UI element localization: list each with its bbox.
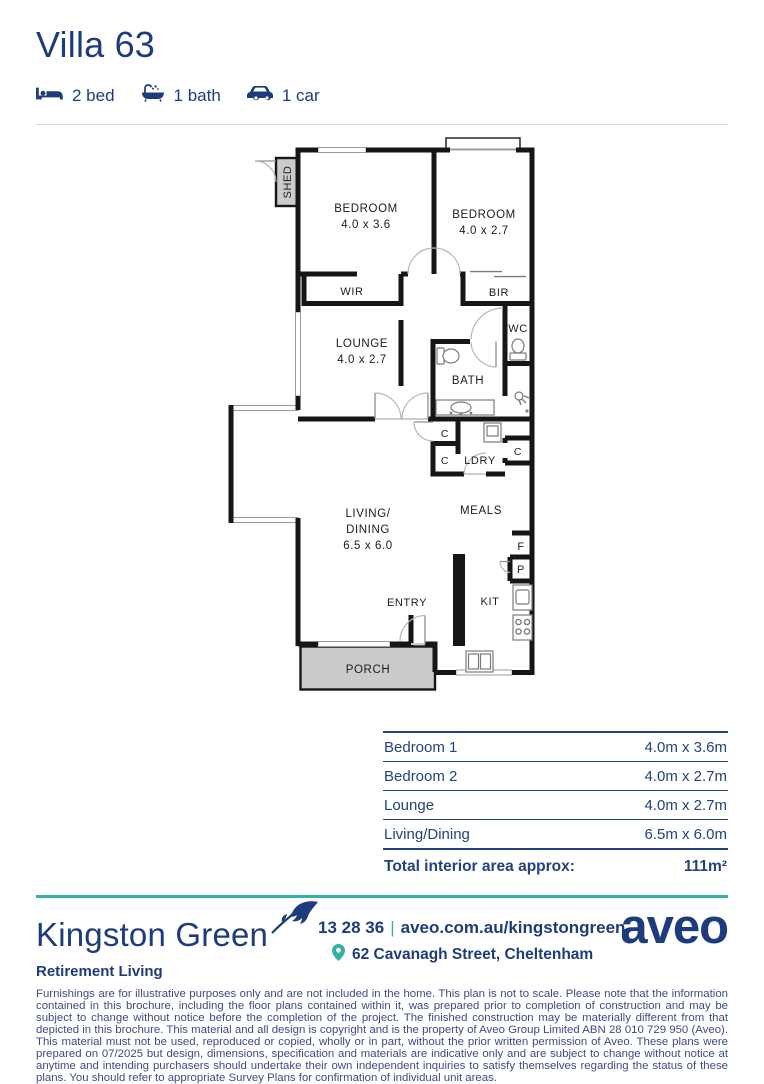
room-label-pantry: P bbox=[517, 564, 525, 576]
bed-icon bbox=[36, 85, 63, 107]
website: aveo.com.au/kingstongreen bbox=[400, 918, 626, 937]
feature-cars bbox=[247, 85, 320, 106]
room-size-table bbox=[383, 731, 728, 876]
page-title: Villa 63 bbox=[36, 24, 156, 65]
table-size: 6.5m x 6.0m bbox=[644, 826, 727, 843]
total-value: 111m² bbox=[683, 858, 727, 875]
table-row bbox=[383, 733, 728, 762]
contact-line1 bbox=[318, 918, 625, 938]
address: 62 Cavanagh Street, Cheltenham bbox=[352, 946, 594, 963]
room-size-bedroom1: 4.0 x 3.6 bbox=[341, 219, 391, 231]
room-label-cupboard-2: C bbox=[440, 455, 450, 467]
footer-divider bbox=[36, 895, 728, 898]
room-label-porch: PORCH bbox=[345, 664, 391, 676]
table-room: Living/Dining bbox=[384, 826, 470, 843]
room-label-bedroom2: BEDROOM bbox=[452, 209, 516, 221]
header-divider bbox=[36, 124, 728, 125]
room-label-meals: MEALS bbox=[460, 505, 502, 517]
leaf-icon bbox=[268, 900, 320, 939]
floorplan bbox=[218, 134, 558, 716]
feature-baths-label: 1 bath bbox=[173, 85, 221, 105]
table-size: 4.0m x 3.6m bbox=[644, 739, 727, 756]
header bbox=[36, 24, 728, 107]
feature-cars-label: 1 car bbox=[281, 85, 320, 105]
table-row bbox=[383, 791, 728, 820]
car-icon bbox=[247, 85, 273, 106]
feature-baths bbox=[141, 84, 221, 107]
room-size-living: 6.5 x 6.0 bbox=[343, 540, 393, 552]
table-room: Bedroom 1 bbox=[384, 739, 458, 756]
community-name: Kingston Green bbox=[36, 916, 269, 953]
table-room: Lounge bbox=[384, 797, 435, 814]
bath-icon bbox=[141, 84, 165, 107]
room-label-bedroom1: BEDROOM bbox=[334, 203, 398, 215]
table-row bbox=[383, 820, 728, 850]
room-label-laundry: LDRY bbox=[464, 455, 496, 467]
phone-number: 13 28 36 bbox=[318, 918, 385, 937]
room-label-bath: BATH bbox=[451, 375, 485, 387]
table-row bbox=[383, 762, 728, 791]
contact-line2 bbox=[318, 944, 625, 966]
room-label-wc: WC bbox=[508, 323, 528, 335]
total-label: Total interior area approx: bbox=[384, 858, 575, 875]
room-label-bir: BIR bbox=[488, 287, 510, 299]
table-total-row bbox=[383, 850, 728, 876]
room-size-bedroom2: 4.0 x 2.7 bbox=[459, 225, 509, 237]
feature-row bbox=[36, 84, 728, 107]
room-label-living-1: LIVING/ bbox=[345, 508, 391, 520]
room-label-entry: ENTRY bbox=[386, 597, 428, 609]
table-size: 4.0m x 2.7m bbox=[644, 768, 727, 785]
room-label-lounge: LOUNGE bbox=[335, 338, 389, 350]
aveo-logo: aveo bbox=[620, 900, 728, 954]
room-size-lounge: 4.0 x 2.7 bbox=[337, 354, 387, 366]
table-room: Bedroom 2 bbox=[384, 768, 458, 785]
contact-block bbox=[318, 918, 625, 966]
room-label-wir: WIR bbox=[340, 286, 364, 298]
community-tagline: Retirement Living bbox=[36, 963, 163, 980]
room-label-living-2: DINING bbox=[346, 524, 390, 536]
feature-beds bbox=[36, 85, 115, 107]
room-label-fridge: F bbox=[517, 541, 525, 553]
location-pin-icon bbox=[332, 944, 345, 966]
separator: | bbox=[390, 918, 395, 937]
room-label-cupboard-1: C bbox=[440, 428, 450, 440]
disclaimer-text: Furnishings are for illustrative purposes only and are not included in the home. This plan is not to scale. Please note that the information contained in this brochure, including the floor plans contained within it, was prepared prior to completion of construction and may be subject to change without notice before the completion of the project. The finished construction may be materially different from that depicted in this brochure. This material and all design is copyright and is the property of Aveo Group Limited ABN 28 010 729 950 (Aveo). This material must not be used, reproduced or copied, wholly or in part, without the prior written permission of Aveo. These plans were prepared on 07/2025 but design, dimensions, specification and materials are indicative only and are subject to change without notice at anytime and intending purchasers should undertake their own independent inquiries to satisfy themselves regarding the status of these plans. You should refer to appropriate Survey Plans for confirmation of individual unit areas. bbox=[36, 988, 728, 1084]
room-label-shed: SHED bbox=[282, 165, 294, 199]
community-logo bbox=[36, 916, 268, 980]
feature-beds-label: 2 bed bbox=[72, 85, 115, 105]
room-label-kitchen: KIT bbox=[480, 596, 500, 608]
table-size: 4.0m x 2.7m bbox=[644, 797, 727, 814]
room-label-cupboard-3: C bbox=[513, 446, 523, 458]
